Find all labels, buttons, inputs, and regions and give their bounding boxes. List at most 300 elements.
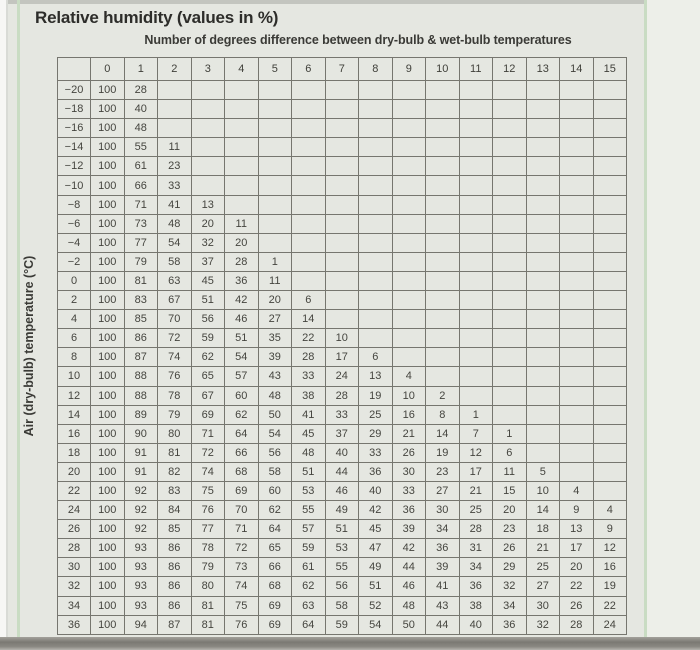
humidity-cell: 100: [91, 481, 125, 500]
row-header-temp: 6: [58, 329, 91, 348]
humidity-cell: [392, 271, 426, 290]
humidity-cell: [459, 214, 493, 233]
humidity-cell: [426, 348, 460, 367]
humidity-cell: [493, 176, 527, 195]
humidity-cell: 100: [91, 443, 125, 462]
row-header-temp: 16: [58, 424, 91, 443]
humidity-cell: 63: [158, 271, 192, 290]
humidity-cell: 87: [124, 348, 158, 367]
humidity-cell: [593, 424, 627, 443]
humidity-cell: [560, 291, 594, 310]
humidity-cell: 46: [325, 481, 359, 500]
humidity-cell: [392, 310, 426, 329]
humidity-cell: 23: [426, 462, 460, 481]
humidity-cell: 59: [325, 615, 359, 634]
humidity-cell: 100: [91, 501, 125, 520]
humidity-cell: 12: [593, 539, 627, 558]
humidity-cell: [459, 291, 493, 310]
column-header: 7: [325, 58, 359, 81]
humidity-cell: [560, 310, 594, 329]
humidity-cell: [158, 100, 192, 119]
humidity-cell: 51: [292, 462, 326, 481]
humidity-cell: [392, 157, 426, 176]
humidity-cell: [359, 310, 393, 329]
humidity-cell: 21: [392, 424, 426, 443]
humidity-cell: [392, 252, 426, 271]
humidity-cell: 75: [191, 481, 225, 500]
humidity-cell: 64: [258, 520, 292, 539]
humidity-cell: [426, 214, 460, 233]
humidity-cell: [325, 138, 359, 157]
humidity-cell: 78: [191, 539, 225, 558]
humidity-cell: [493, 271, 527, 290]
humidity-cell: 92: [124, 501, 158, 520]
humidity-cell: 45: [359, 520, 393, 539]
column-header: 4: [225, 58, 259, 81]
humidity-cell: 57: [292, 520, 326, 539]
humidity-cell: [593, 481, 627, 500]
table-row: [58, 386, 627, 405]
row-header-temp: 2: [58, 291, 91, 310]
humidity-cell: 10: [392, 386, 426, 405]
column-header: 15: [593, 58, 627, 81]
humidity-cell: 21: [526, 539, 560, 558]
humidity-cell: 11: [225, 214, 259, 233]
humidity-cell: 31: [459, 539, 493, 558]
humidity-cell: 100: [91, 596, 125, 615]
humidity-cell: 91: [124, 462, 158, 481]
humidity-cell: 33: [292, 367, 326, 386]
humidity-cell: 86: [158, 558, 192, 577]
humidity-cell: [593, 405, 627, 424]
table-row: [58, 558, 627, 577]
row-header-temp: −12: [58, 157, 91, 176]
humidity-cell: 26: [560, 596, 594, 615]
humidity-cell: [560, 271, 594, 290]
humidity-cell: [593, 310, 627, 329]
column-header: 3: [191, 58, 225, 81]
humidity-cell: 84: [158, 501, 192, 520]
humidity-cell: [359, 233, 393, 252]
humidity-cell: 58: [258, 462, 292, 481]
humidity-cell: [359, 81, 393, 100]
humidity-cell: [493, 252, 527, 271]
humidity-cell: 72: [158, 329, 192, 348]
humidity-cell: [560, 367, 594, 386]
humidity-cell: 66: [258, 558, 292, 577]
humidity-cell: 50: [258, 405, 292, 424]
humidity-cell: 17: [459, 462, 493, 481]
row-header-temp: 22: [58, 481, 91, 500]
humidity-table: [57, 57, 627, 635]
humidity-cell: [258, 119, 292, 138]
humidity-cell: 93: [124, 539, 158, 558]
humidity-cell: 40: [459, 615, 493, 634]
table-row: [58, 348, 627, 367]
humidity-cell: 100: [91, 539, 125, 558]
humidity-cell: 20: [493, 501, 527, 520]
humidity-cell: 28: [292, 348, 326, 367]
humidity-cell: 48: [258, 386, 292, 405]
humidity-cell: 22: [593, 596, 627, 615]
row-header-temp: 30: [58, 558, 91, 577]
humidity-cell: [593, 176, 627, 195]
humidity-cell: [593, 271, 627, 290]
humidity-cell: 86: [158, 577, 192, 596]
humidity-cell: [560, 157, 594, 176]
humidity-cell: 48: [158, 214, 192, 233]
humidity-cell: 46: [392, 577, 426, 596]
humidity-cell: 100: [91, 577, 125, 596]
humidity-cell: 100: [91, 367, 125, 386]
humidity-cell: [359, 100, 393, 119]
humidity-cell: 6: [493, 443, 527, 462]
humidity-cell: 55: [325, 558, 359, 577]
humidity-cell: 57: [225, 367, 259, 386]
humidity-cell: [325, 252, 359, 271]
page-right-margin: [647, 0, 700, 650]
humidity-cell: 69: [258, 615, 292, 634]
humidity-cell: [426, 329, 460, 348]
humidity-cell: [560, 138, 594, 157]
humidity-cell: 1: [459, 405, 493, 424]
humidity-cell: 67: [158, 291, 192, 310]
row-header-temp: −8: [58, 195, 91, 214]
humidity-cell: [526, 119, 560, 138]
humidity-cell: [526, 310, 560, 329]
humidity-cell: 64: [225, 424, 259, 443]
humidity-cell: 73: [225, 558, 259, 577]
humidity-cell: [426, 233, 460, 252]
humidity-cell: 69: [225, 481, 259, 500]
column-header: 12: [493, 58, 527, 81]
humidity-cell: [325, 157, 359, 176]
row-header-temp: 8: [58, 348, 91, 367]
humidity-cell: 37: [191, 252, 225, 271]
humidity-cell: 2: [426, 386, 460, 405]
row-header-temp: −18: [58, 100, 91, 119]
humidity-cell: [593, 291, 627, 310]
humidity-cell: [191, 119, 225, 138]
humidity-cell: [392, 100, 426, 119]
row-header-temp: 28: [58, 539, 91, 558]
humidity-cell: 35: [258, 329, 292, 348]
humidity-cell: 86: [158, 596, 192, 615]
column-header: 8: [359, 58, 393, 81]
humidity-cell: [359, 119, 393, 138]
humidity-cell: 100: [91, 462, 125, 481]
humidity-cell: 36: [359, 462, 393, 481]
humidity-cell: [526, 386, 560, 405]
humidity-cell: 56: [325, 577, 359, 596]
humidity-cell: 32: [526, 615, 560, 634]
corner-cell: [58, 58, 91, 81]
humidity-cell: 92: [124, 481, 158, 500]
table-row: [58, 157, 627, 176]
humidity-cell: 51: [191, 291, 225, 310]
humidity-cell: [493, 310, 527, 329]
humidity-cell: 100: [91, 81, 125, 100]
humidity-cell: 100: [91, 271, 125, 290]
humidity-cell: [258, 195, 292, 214]
table-row: [58, 424, 627, 443]
humidity-cell: 17: [325, 348, 359, 367]
humidity-cell: 82: [158, 462, 192, 481]
humidity-cell: 74: [191, 462, 225, 481]
humidity-cell: 13: [359, 367, 393, 386]
humidity-cell: [593, 195, 627, 214]
humidity-cell: 46: [225, 310, 259, 329]
humidity-cell: 51: [225, 329, 259, 348]
humidity-cell: 39: [258, 348, 292, 367]
table-caption: Number of degrees difference between dry-bulb & wet-bulb temperatures: [144, 33, 572, 47]
humidity-cell: [359, 214, 393, 233]
humidity-cell: 79: [191, 558, 225, 577]
humidity-cell: [359, 138, 393, 157]
table-row: [58, 310, 627, 329]
column-header: 10: [426, 58, 460, 81]
humidity-cell: [560, 348, 594, 367]
humidity-cell: 33: [359, 443, 393, 462]
humidity-cell: [191, 100, 225, 119]
row-header-temp: 12: [58, 386, 91, 405]
humidity-cell: [225, 81, 259, 100]
humidity-cell: 25: [526, 558, 560, 577]
humidity-cell: 44: [325, 462, 359, 481]
humidity-cell: [493, 157, 527, 176]
humidity-cell: 8: [426, 405, 460, 424]
humidity-cell: 71: [191, 424, 225, 443]
humidity-cell: 88: [124, 367, 158, 386]
humidity-cell: 61: [124, 157, 158, 176]
humidity-cell: 49: [359, 558, 393, 577]
humidity-cell: [292, 214, 326, 233]
humidity-cell: 69: [258, 596, 292, 615]
header-row: [58, 58, 627, 81]
humidity-cell: 60: [258, 481, 292, 500]
humidity-cell: [325, 214, 359, 233]
humidity-cell: [325, 233, 359, 252]
humidity-cell: 13: [191, 195, 225, 214]
humidity-cell: [526, 100, 560, 119]
humidity-cell: 16: [593, 558, 627, 577]
humidity-cell: 27: [258, 310, 292, 329]
humidity-cell: [225, 100, 259, 119]
humidity-cell: 100: [91, 138, 125, 157]
humidity-cell: 55: [292, 501, 326, 520]
humidity-cell: [526, 367, 560, 386]
humidity-cell: 76: [158, 367, 192, 386]
humidity-cell: [426, 271, 460, 290]
humidity-cell: 62: [225, 405, 259, 424]
humidity-cell: 70: [158, 310, 192, 329]
column-header: 9: [392, 58, 426, 81]
table-row: [58, 596, 627, 615]
column-header: 13: [526, 58, 560, 81]
humidity-cell: [593, 119, 627, 138]
humidity-cell: 83: [158, 481, 192, 500]
humidity-cell: 25: [359, 405, 393, 424]
humidity-cell: 100: [91, 405, 125, 424]
humidity-cell: 54: [225, 348, 259, 367]
row-header-temp: 0: [58, 271, 91, 290]
table-row: [58, 81, 627, 100]
humidity-cell: [493, 214, 527, 233]
humidity-cell: 44: [426, 615, 460, 634]
humidity-cell: [426, 310, 460, 329]
humidity-cell: [560, 405, 594, 424]
humidity-cell: 100: [91, 520, 125, 539]
table-row: [58, 462, 627, 481]
humidity-cell: 36: [493, 615, 527, 634]
humidity-cell: 76: [191, 501, 225, 520]
humidity-cell: [292, 81, 326, 100]
humidity-cell: 62: [258, 501, 292, 520]
humidity-cell: 11: [158, 138, 192, 157]
humidity-cell: 45: [191, 271, 225, 290]
humidity-cell: 93: [124, 596, 158, 615]
humidity-cell: 40: [325, 443, 359, 462]
humidity-cell: 55: [124, 138, 158, 157]
humidity-cell: 100: [91, 252, 125, 271]
humidity-cell: [459, 367, 493, 386]
humidity-cell: 90: [124, 424, 158, 443]
humidity-cell: [426, 291, 460, 310]
humidity-cell: [292, 157, 326, 176]
humidity-cell: 48: [124, 119, 158, 138]
humidity-cell: [526, 424, 560, 443]
column-header: 0: [91, 58, 125, 81]
humidity-cell: 29: [493, 558, 527, 577]
humidity-cell: 20: [225, 233, 259, 252]
humidity-cell: 24: [325, 367, 359, 386]
humidity-cell: 36: [392, 501, 426, 520]
humidity-cell: [493, 233, 527, 252]
table-row: [58, 577, 627, 596]
humidity-cell: [225, 176, 259, 195]
humidity-cell: 81: [191, 596, 225, 615]
humidity-cell: 85: [158, 520, 192, 539]
humidity-cell: 33: [392, 481, 426, 500]
table-header: [58, 58, 627, 81]
right-margin-rule: [644, 0, 647, 650]
humidity-cell: 66: [124, 176, 158, 195]
column-header: 1: [124, 58, 158, 81]
humidity-cell: 4: [560, 481, 594, 500]
humidity-cell: [459, 119, 493, 138]
humidity-cell: [593, 252, 627, 271]
humidity-cell: [426, 252, 460, 271]
humidity-cell: 58: [158, 252, 192, 271]
humidity-cell: 14: [292, 310, 326, 329]
humidity-cell: [493, 195, 527, 214]
humidity-cell: [526, 252, 560, 271]
humidity-cell: 58: [325, 596, 359, 615]
humidity-cell: [560, 329, 594, 348]
humidity-cell: [459, 252, 493, 271]
humidity-cell: 40: [359, 481, 393, 500]
humidity-cell: [593, 348, 627, 367]
humidity-cell: 86: [124, 329, 158, 348]
humidity-cell: 25: [459, 501, 493, 520]
humidity-cell: 43: [258, 367, 292, 386]
row-header-temp: 14: [58, 405, 91, 424]
humidity-cell: 56: [191, 310, 225, 329]
humidity-cell: 80: [158, 424, 192, 443]
row-header-temp: 24: [58, 501, 91, 520]
humidity-cell: [560, 233, 594, 252]
humidity-cell: 80: [191, 577, 225, 596]
humidity-cell: [526, 233, 560, 252]
humidity-cell: 54: [158, 233, 192, 252]
humidity-cell: [560, 462, 594, 481]
humidity-cell: 5: [526, 462, 560, 481]
humidity-cell: [459, 176, 493, 195]
humidity-cell: [292, 138, 326, 157]
humidity-cell: [459, 310, 493, 329]
humidity-cell: 26: [493, 539, 527, 558]
humidity-cell: [292, 195, 326, 214]
humidity-cell: 33: [325, 405, 359, 424]
humidity-cell: [459, 100, 493, 119]
humidity-cell: [526, 195, 560, 214]
humidity-cell: 48: [392, 596, 426, 615]
table-row: [58, 271, 627, 290]
humidity-cell: [258, 157, 292, 176]
table-row: [58, 329, 627, 348]
humidity-cell: [560, 386, 594, 405]
humidity-cell: 7: [459, 424, 493, 443]
humidity-cell: 73: [124, 214, 158, 233]
humidity-cell: 61: [292, 558, 326, 577]
humidity-cell: 24: [593, 615, 627, 634]
humidity-cell: [325, 195, 359, 214]
humidity-cell: [493, 291, 527, 310]
humidity-cell: 13: [560, 520, 594, 539]
humidity-cell: 100: [91, 386, 125, 405]
row-header-temp: 26: [58, 520, 91, 539]
humidity-cell: 43: [426, 596, 460, 615]
humidity-cell: 9: [593, 520, 627, 539]
table-row: [58, 443, 627, 462]
humidity-cell: 41: [426, 577, 460, 596]
humidity-cell: [459, 138, 493, 157]
humidity-cell: [258, 233, 292, 252]
humidity-cell: 81: [158, 443, 192, 462]
table-row: [58, 176, 627, 195]
humidity-cell: [526, 176, 560, 195]
humidity-cell: [459, 348, 493, 367]
column-header: 14: [560, 58, 594, 81]
humidity-cell: [426, 119, 460, 138]
humidity-cell: [392, 329, 426, 348]
humidity-cell: 33: [158, 176, 192, 195]
humidity-cell: [459, 386, 493, 405]
humidity-cell: 4: [392, 367, 426, 386]
table-row: [58, 214, 627, 233]
humidity-cell: [292, 176, 326, 195]
humidity-cell: 100: [91, 329, 125, 348]
humidity-cell: 75: [225, 596, 259, 615]
humidity-cell: 78: [158, 386, 192, 405]
page-left-edge: [0, 0, 8, 650]
humidity-cell: [292, 233, 326, 252]
humidity-cell: [158, 81, 192, 100]
humidity-cell: 30: [526, 596, 560, 615]
humidity-cell: 28: [560, 615, 594, 634]
humidity-cell: 89: [124, 405, 158, 424]
humidity-cell: [191, 157, 225, 176]
